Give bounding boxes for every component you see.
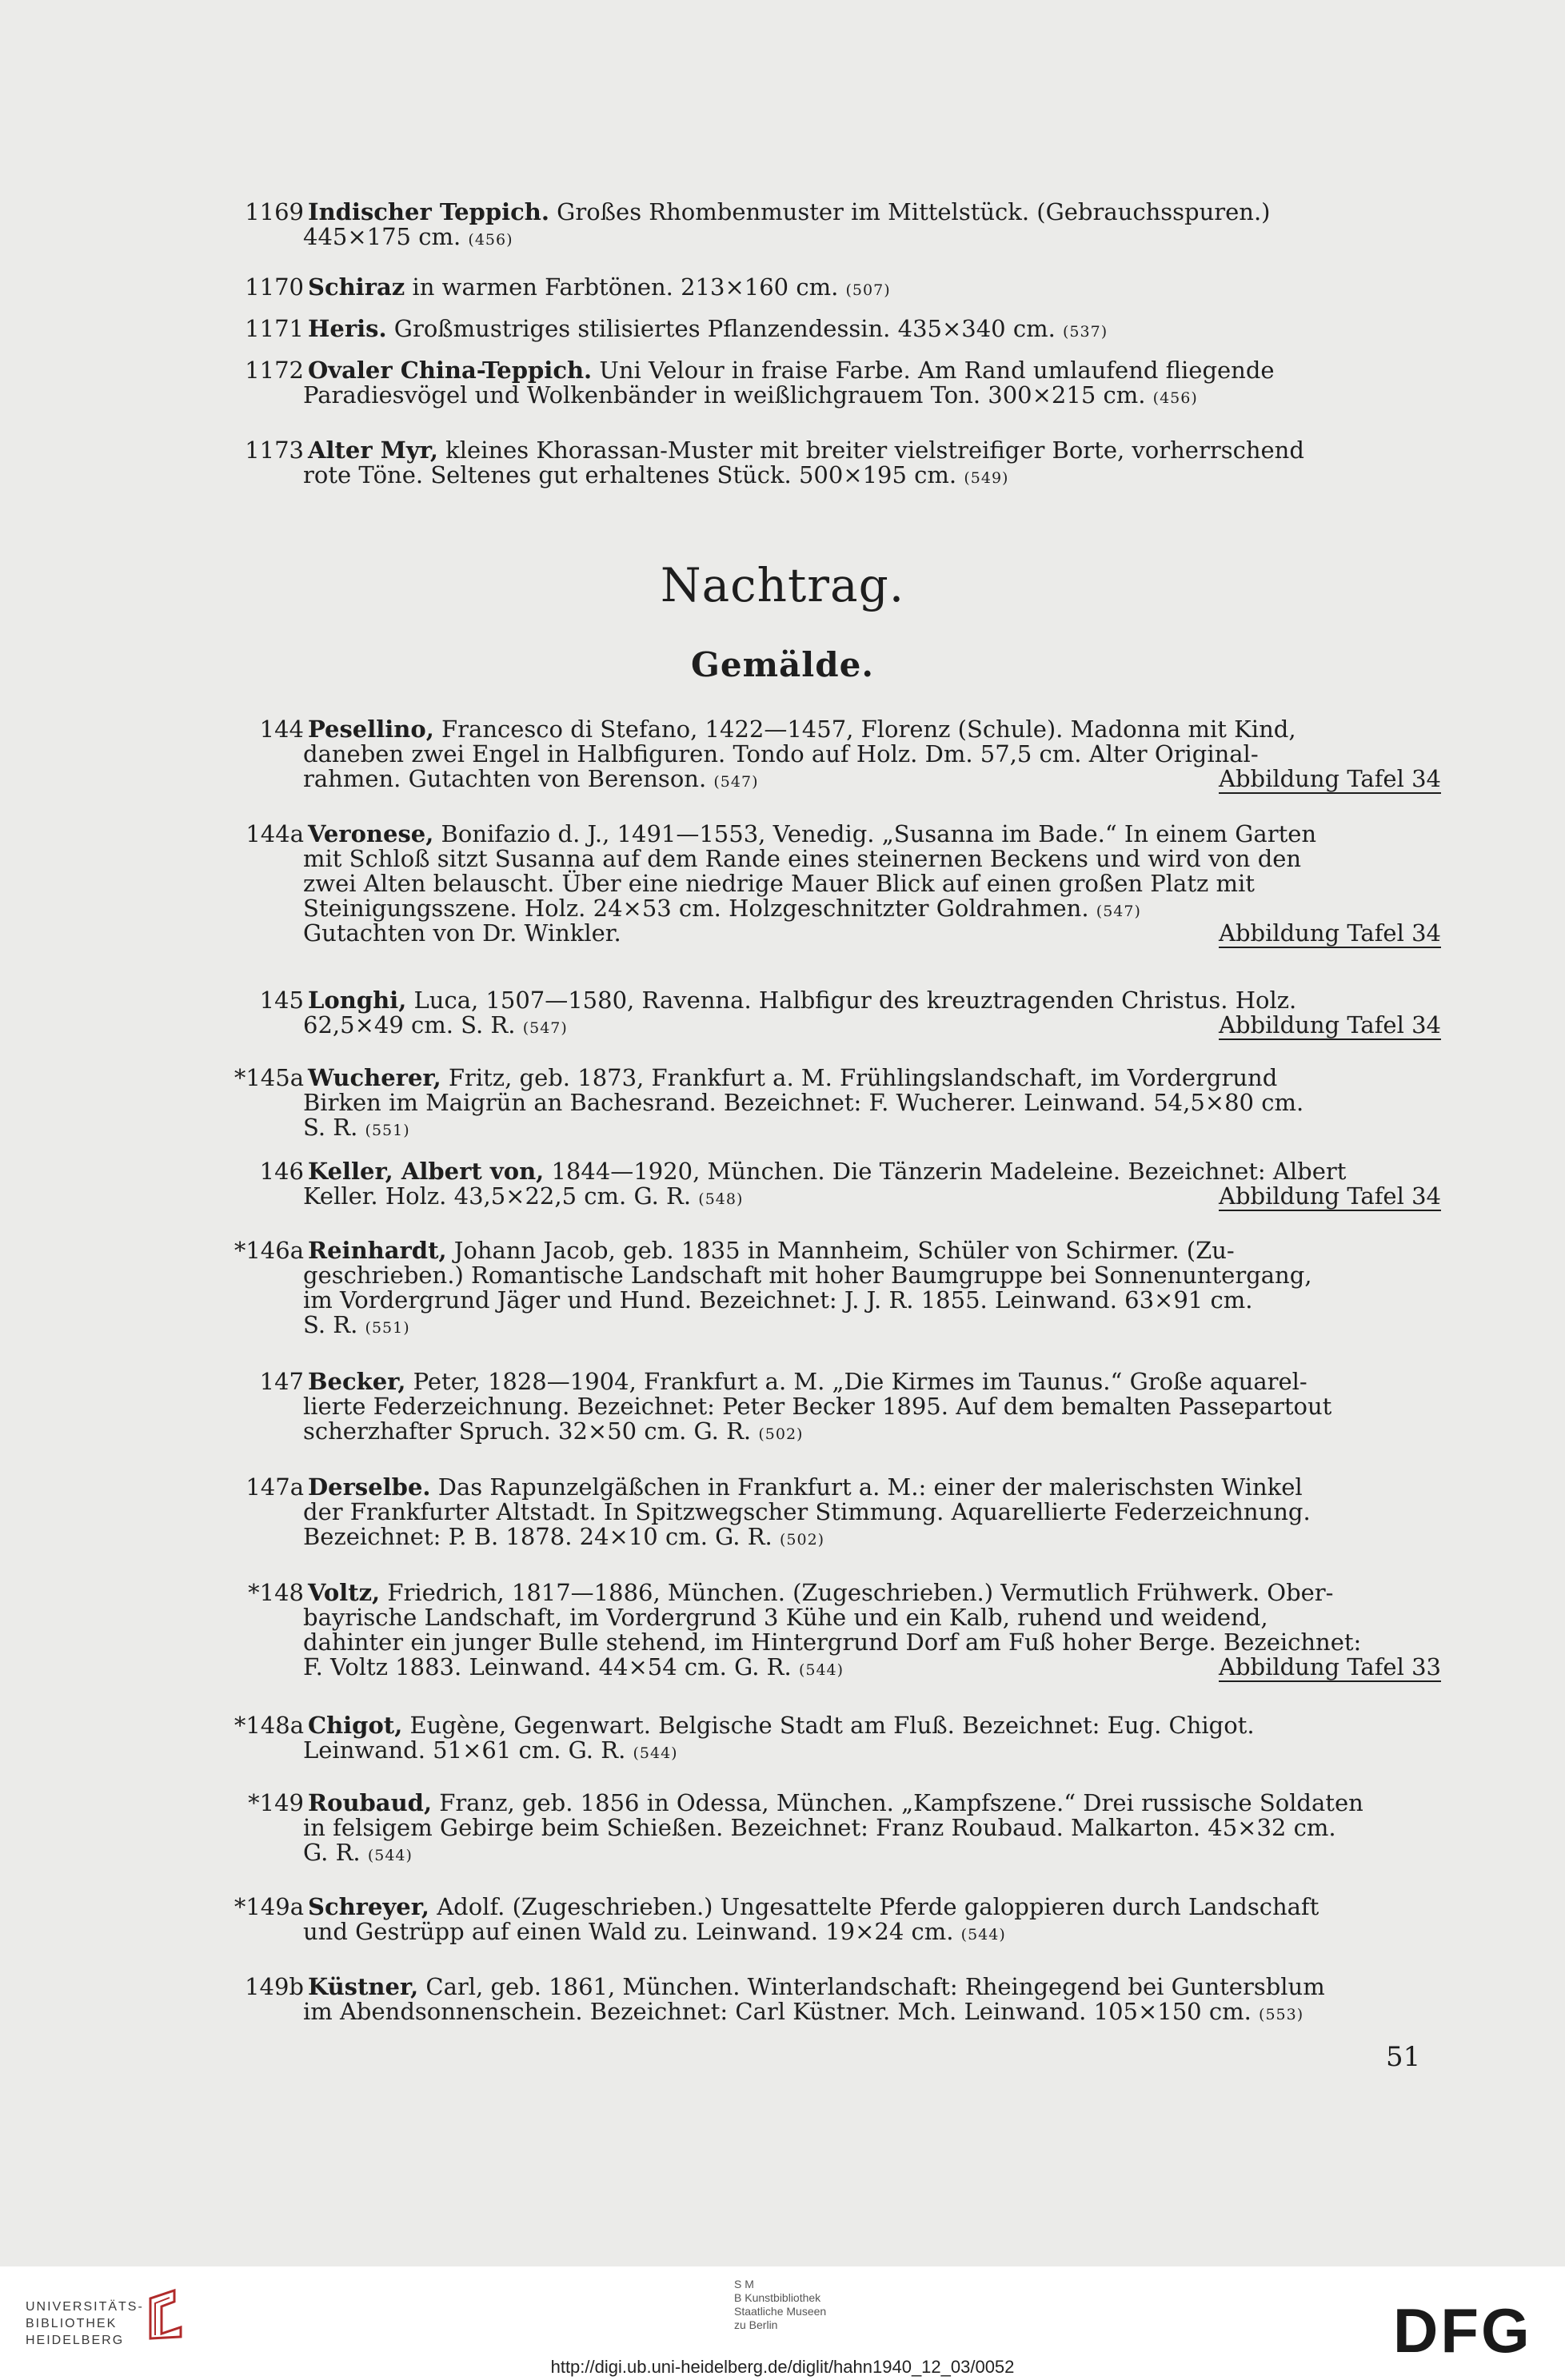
artist-name: Schreyer, — [308, 1893, 429, 1920]
description-text: und Gestrüpp auf einen Wald zu. Leinwand. 19×24 cm. — [303, 1918, 961, 1945]
lot-text — [308, 275, 891, 303]
lot-text — [308, 1238, 1235, 1263]
description-text: der Frankfurter Altstadt. In Spitzwegscher Stimmung. Aquarellierte Federzeichnung. — [303, 1498, 1311, 1525]
description-text: rote Töne. Seltenes gut erhaltenes Stück. 500×195 cm. — [303, 461, 964, 488]
lot-number: 1172 — [245, 357, 304, 384]
reference-code: (551) — [365, 1122, 410, 1139]
lot-text — [0, 1115, 410, 1143]
description-text: Keller. Holz. 43,5×22,5 cm. G. R. — [303, 1182, 699, 1210]
description-text: scherzhafter Spruch. 32×50 cm. G. R. — [303, 1417, 759, 1445]
plate-reference: Abbildung Tafel 34 — [1219, 765, 1441, 792]
lot-text — [308, 988, 1296, 1013]
lot-text — [0, 1840, 413, 1868]
permalink-url[interactable]: http://digi.ub.uni-heidelberg.de/diglit/hahn1940_12_03/0052 — [550, 2357, 1015, 2377]
reference-code: (547) — [1096, 903, 1141, 920]
description-text: daneben zwei Engel in Halbfiguren. Tondo auf Holz. Dm. 57,5 cm. Alter Original- — [303, 740, 1259, 767]
lot-text-line — [0, 742, 1565, 767]
artist-name: Voltz, — [308, 1579, 381, 1606]
reference-code: (456) — [468, 231, 513, 249]
lot-text — [0, 1920, 1006, 1947]
lot-text — [0, 1500, 1311, 1525]
description-text: mit Schloß sitzt Susanna auf dem Rande eines steinernen Beckens und wird von den — [303, 845, 1302, 872]
lot-number: *145a — [234, 1064, 304, 1091]
artist-name: Reinhardt, — [308, 1237, 447, 1264]
lot-text-line — [0, 1263, 1565, 1288]
description-text: dahinter ein junger Bulle stehend, im Hintergrund Dorf am Fuß hoher Berge. Bezeichnet: — [303, 1629, 1362, 1656]
description-text: geschrieben.) Romantische Landschaft mit hoher Baumgruppe bei Sonnenuntergang, — [303, 1262, 1312, 1289]
lot-text — [0, 1655, 844, 1683]
description-text: lierte Federzeichnung. Bezeichnet: Peter Becker 1895. Auf dem bemalten Passepartout — [303, 1393, 1332, 1420]
lot-text — [0, 921, 621, 946]
lot-number: *149a — [234, 1893, 304, 1920]
lot-text — [0, 1419, 803, 1447]
artist-name: Heris. — [308, 315, 387, 342]
stamp-line: zu Berlin — [734, 2318, 778, 2331]
lot-text-line — [0, 317, 1565, 341]
lot-text — [0, 742, 1259, 767]
lot-text-line — [0, 1895, 1565, 1920]
lot-entry — [0, 1791, 1565, 1865]
lot-text-line — [0, 225, 1565, 249]
lot-number: 144a — [246, 820, 304, 847]
description-text: Paradiesvögel und Wolkenbänder in weißlichgrauem Ton. 300×215 cm. — [303, 381, 1153, 409]
lot-number: *148a — [234, 1712, 304, 1739]
description-text: G. R. — [303, 1839, 368, 1866]
description-text: 1844—1920, München. Die Tänzerin Madeleine. Bezeichnet: Albert — [544, 1158, 1347, 1185]
lot-text-line — [0, 847, 1565, 871]
artist-name: Becker, — [308, 1368, 406, 1395]
lot-text-line — [0, 1159, 1565, 1184]
lot-text-line — [0, 1313, 1565, 1338]
logo-line: BIBLIOTHEK — [26, 2317, 118, 2330]
description-text: Gutachten von Dr. Winkler. — [303, 919, 621, 947]
description-text: Fritz, geb. 1873, Frankfurt a. M. Frühlingslandschaft, im Vordergrund — [441, 1064, 1278, 1091]
logo-line: HEIDELBERG — [26, 2334, 125, 2347]
lot-text-line — [0, 383, 1565, 408]
plate-reference: Abbildung Tafel 34 — [1219, 1182, 1441, 1210]
description-text: Peter, 1828—1904, Frankfurt a. M. „Die Kirmes im Taunus.“ Große aquarel- — [405, 1368, 1307, 1395]
lot-text — [308, 1791, 1363, 1816]
lot-text-line — [0, 1238, 1565, 1263]
description-text: bayrische Landschaft, im Vordergrund 3 Kühe und ein Kalb, ruhend und weidend, — [303, 1604, 1268, 1631]
description-text: rahmen. Gutachten von Berenson. — [303, 765, 714, 792]
lot-number: *148 — [248, 1579, 304, 1606]
university-library-logo-icon[interactable] — [142, 2287, 189, 2345]
description-text: Bezeichnet: P. B. 1878. 24×10 cm. G. R. — [303, 1523, 780, 1550]
description-text: Franz, geb. 1856 in Odessa, München. „Kampfszene.“ Drei russische Soldaten — [432, 1789, 1363, 1816]
lot-text — [0, 383, 1198, 411]
reference-code: (551) — [365, 1319, 410, 1337]
lot-text-line — [0, 988, 1565, 1013]
reference-code: (549) — [964, 469, 1009, 487]
stamp-line: B Kunstbibliothek — [734, 2291, 821, 2304]
lot-text-line — [0, 1115, 1565, 1140]
reference-code: (544) — [367, 1847, 413, 1864]
lot-text — [308, 1581, 1333, 1605]
plate-reference: Abbildung Tafel 33 — [1219, 1653, 1441, 1680]
description-text: Das Rapunzelgäßchen in Frankfurt a. M.: einer der malerischsten Winkel — [430, 1473, 1303, 1501]
lot-text — [0, 1288, 1252, 1313]
lot-entry — [0, 200, 1565, 249]
description-text: in felsigem Gebirge beim Schießen. Bezeichnet: Franz Roubaud. Malkarton. 45×32 cm. — [303, 1814, 1336, 1841]
lot-text — [308, 822, 1316, 847]
description-text: in warmen Farbtönen. 213×160 cm. — [405, 273, 846, 301]
lot-text-line — [0, 1419, 1565, 1444]
description-text: Carl, geb. 1861, München. Winterlandschaft: Rheingegend bei Guntersblum — [418, 1973, 1325, 2000]
lot-entry — [0, 1475, 1565, 1549]
lot-text — [0, 767, 758, 795]
lot-number: 1171 — [245, 315, 304, 342]
description-text: Steinigungsszene. Holz. 24×53 cm. Holzgeschnitzter Goldrahmen. — [303, 895, 1096, 922]
lot-text — [308, 1369, 1307, 1394]
lot-text-line — [0, 358, 1565, 383]
stamp-line: S M — [734, 2278, 754, 2290]
description-text: S. R. — [303, 1114, 365, 1141]
lot-text-line — [0, 1738, 1565, 1763]
lot-text — [0, 463, 1008, 491]
description-text: im Vordergrund Jäger und Hund. Bezeichnet: J. J. R. 1855. Leinwand. 63×91 cm. — [303, 1286, 1253, 1314]
reference-code: (544) — [798, 1661, 844, 1679]
lot-text-line — [0, 1090, 1565, 1115]
subsection-heading: Gemälde. — [691, 645, 874, 684]
section-heading: Nachtrag. — [660, 558, 905, 612]
description-text: zwei Alten belauscht. Über eine niedrige Mauer Blick auf einen großen Platz mit — [303, 870, 1255, 897]
description-text: S. R. — [303, 1311, 365, 1338]
reference-code: (456) — [1152, 389, 1198, 407]
description-text: Leinwand. 51×61 cm. G. R. — [303, 1736, 633, 1764]
university-library-logo-text[interactable] — [26, 2298, 144, 2349]
logo-line: UNIVERSITÄTS- — [26, 2300, 144, 2314]
description-text: Birken im Maigrün an Bachesrand. Bezeichnet: F. Wucherer. Leinwand. 54,5×80 cm. — [303, 1089, 1304, 1116]
lot-text — [0, 1525, 824, 1553]
page-number: 51 — [1386, 2041, 1421, 2073]
lot-text-line — [0, 200, 1565, 225]
lot-text — [308, 1895, 1319, 1920]
reference-code: (502) — [780, 1531, 825, 1549]
lot-text — [0, 225, 513, 253]
lot-text-line — [0, 1288, 1565, 1313]
lot-text-line — [0, 1581, 1565, 1605]
lot-text-line — [0, 1999, 1565, 2024]
artist-name: Ovaler China-Teppich. — [308, 357, 593, 384]
lot-entry — [0, 1238, 1565, 1338]
lot-text — [308, 1066, 1277, 1090]
lot-text-line — [0, 1713, 1565, 1738]
reference-code: (507) — [845, 281, 891, 299]
lot-number: *146a — [234, 1237, 304, 1264]
lot-entry — [0, 1713, 1565, 1763]
lot-number: *149 — [248, 1789, 304, 1816]
description-text: Johann Jacob, geb. 1835 in Mannheim, Schüler von Schirmer. (Zu- — [446, 1237, 1235, 1264]
reference-code: (502) — [758, 1425, 804, 1443]
lot-entry — [0, 1066, 1565, 1140]
lot-text — [0, 1816, 1336, 1840]
reference-code: (547) — [713, 773, 759, 791]
description-text: Francesco di Stefano, 1422—1457, Florenz (Schule). Madonna mit Kind, — [433, 716, 1296, 743]
lot-text — [0, 1605, 1268, 1630]
lot-text-line — [0, 1394, 1565, 1419]
lot-text-line — [0, 1500, 1565, 1525]
artist-name: Chigot, — [308, 1712, 403, 1739]
description-text: F. Voltz 1883. Leinwand. 44×54 cm. G. R. — [303, 1653, 799, 1680]
description-text: 62,5×49 cm. S. R. — [303, 1011, 523, 1039]
lot-text — [0, 1394, 1331, 1419]
artist-name: Indischer Teppich. — [308, 198, 549, 225]
lot-text-line — [0, 1525, 1565, 1549]
plate-reference: Abbildung Tafel 34 — [1219, 1011, 1441, 1039]
artist-name: Pesellino, — [308, 716, 434, 743]
plate-reference: Abbildung Tafel 34 — [1219, 919, 1441, 947]
lot-text — [308, 200, 1271, 225]
lot-entry — [0, 1975, 1565, 2024]
lot-text — [308, 317, 1108, 345]
artist-name: Veronese, — [308, 820, 434, 847]
reference-code: (544) — [960, 1926, 1006, 1943]
description-text: im Abendsonnenschein. Bezeichnet: Carl Küstner. Mch. Leinwand. 105×150 cm. — [303, 1998, 1260, 2025]
lot-text — [0, 1999, 1304, 2027]
reference-code: (547) — [522, 1019, 568, 1037]
lot-text — [0, 1090, 1304, 1115]
lot-text-line — [0, 1605, 1565, 1630]
lot-text — [308, 717, 1296, 742]
description-text: Luca, 1507—1580, Ravenna. Halbfigur des kreuztragenden Christus. Holz. — [406, 987, 1297, 1014]
lot-entry — [0, 1369, 1565, 1444]
lot-number: 1173 — [245, 437, 304, 464]
lot-number: 1170 — [245, 273, 304, 301]
description-text: Großmustriges stilisiertes Pflanzendessin. 435×340 cm. — [386, 315, 1064, 342]
footer-bar — [0, 2266, 1565, 2380]
reference-code: (548) — [698, 1190, 744, 1208]
lot-text-line — [0, 1920, 1565, 1944]
lot-text — [0, 1013, 568, 1041]
lot-text — [0, 1630, 1361, 1655]
artist-name: Alter Myr, — [308, 437, 438, 464]
lot-entry — [0, 1895, 1565, 1944]
lot-text — [0, 847, 1301, 871]
lot-text-line — [0, 463, 1565, 488]
lot-text-line — [0, 1816, 1565, 1840]
lot-number: 149b — [245, 1973, 304, 2000]
reference-code: (537) — [1063, 323, 1108, 341]
lot-entry — [0, 358, 1565, 408]
lot-text-line — [0, 871, 1565, 896]
lot-text-line — [0, 822, 1565, 847]
description-text: Adolf. (Zugeschrieben.) Ungesattelte Pferde galoppieren durch Landschaft — [429, 1893, 1319, 1920]
lot-number: 144 — [259, 716, 304, 743]
artist-name: Schiraz — [308, 273, 405, 301]
lot-text-line — [0, 1840, 1565, 1865]
lot-text-line — [0, 1630, 1565, 1655]
lot-number: 147 — [259, 1368, 304, 1395]
artist-name: Wucherer, — [308, 1064, 441, 1091]
lot-text-line — [0, 1975, 1565, 1999]
artist-name: Derselbe. — [308, 1473, 431, 1501]
lot-text — [0, 871, 1255, 896]
lot-text — [308, 1159, 1346, 1184]
description-text: kleines Khorassan-Muster mit breiter vielstreifiger Borte, vorherrschend — [437, 437, 1304, 464]
lot-entry — [0, 317, 1565, 341]
lot-text — [0, 1184, 743, 1212]
artist-name: Keller, Albert von, — [308, 1158, 545, 1185]
lot-number: 145 — [259, 987, 304, 1014]
lot-text-line — [0, 717, 1565, 742]
artist-name: Longhi, — [308, 987, 407, 1014]
lot-number: 146 — [259, 1158, 304, 1185]
lot-text-line — [0, 1369, 1565, 1394]
description-text: Eugène, Gegenwart. Belgische Stadt am Fluß. Bezeichnet: Eug. Chigot. — [402, 1712, 1255, 1739]
reference-code: (553) — [1259, 2006, 1304, 2023]
description-text: Friedrich, 1817—1886, München. (Zugeschrieben.) Vermutlich Frühwerk. Ober- — [380, 1579, 1334, 1606]
lot-text-line — [0, 896, 1565, 921]
description-text: Großes Rhombenmuster im Mittelstück. (Gebrauchsspuren.) — [549, 198, 1271, 225]
lot-text-line — [0, 275, 1565, 300]
lot-text-line — [0, 438, 1565, 463]
description-text: Bonifazio d. J., 1491—1553, Venedig. „Susanna im Bade.“ In einem Garten — [433, 820, 1317, 847]
lot-entry — [0, 438, 1565, 488]
lot-text — [0, 1263, 1312, 1288]
lot-text — [308, 1475, 1303, 1500]
lot-number: 1169 — [245, 198, 304, 225]
artist-name: Roubaud, — [308, 1789, 433, 1816]
kunstbibliothek-stamp — [734, 2278, 826, 2332]
lot-text-line — [0, 1791, 1565, 1816]
lot-text-line — [0, 1475, 1565, 1500]
description-text: 445×175 cm. — [303, 223, 469, 250]
lot-text — [0, 1313, 410, 1341]
lot-text-line — [0, 1066, 1565, 1090]
lot-text — [308, 1975, 1325, 1999]
reference-code: (544) — [633, 1744, 678, 1762]
lot-text — [0, 1738, 678, 1766]
stamp-line: Staatliche Museen — [734, 2305, 827, 2318]
lot-text — [308, 438, 1304, 463]
lot-entry — [0, 275, 1565, 300]
description-text: Uni Velour in fraise Farbe. Am Rand umlaufend fliegende — [592, 357, 1275, 384]
lot-text — [308, 358, 1275, 383]
lot-text — [308, 1713, 1255, 1738]
lot-number: 147a — [246, 1473, 304, 1501]
artist-name: Küstner, — [308, 1973, 419, 2000]
dfg-logo[interactable]: DFG — [1393, 2295, 1532, 2366]
